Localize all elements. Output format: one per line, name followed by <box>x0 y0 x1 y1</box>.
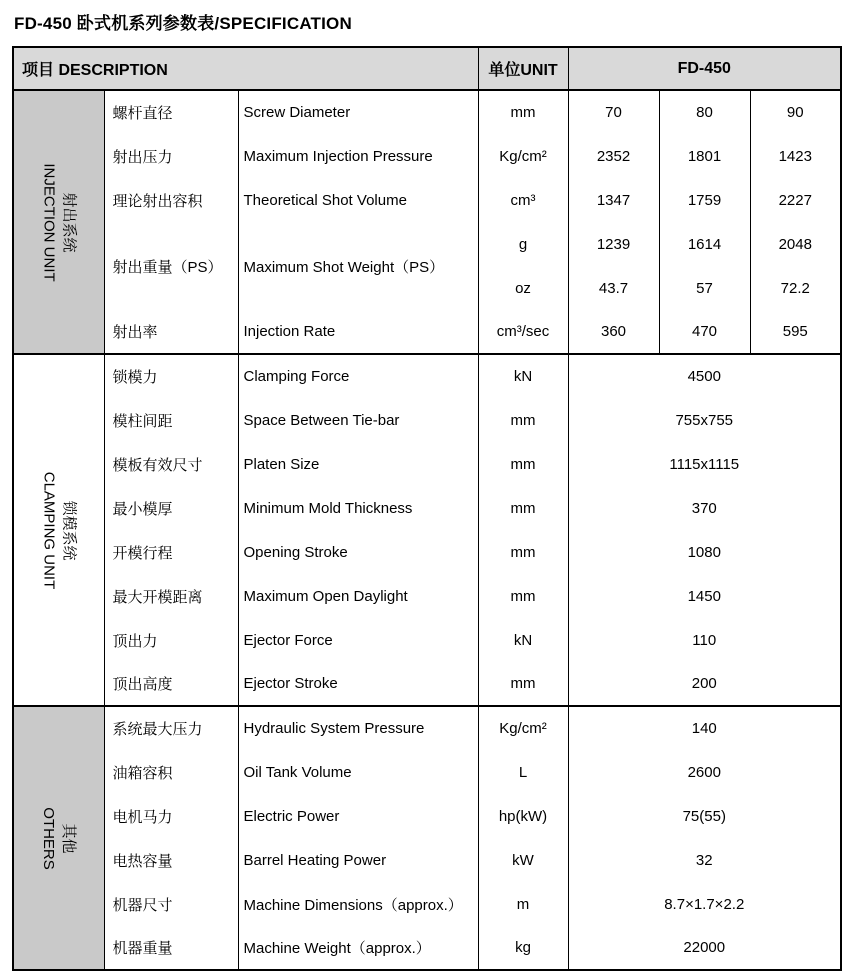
param-name-en: Injection Rate <box>238 310 478 354</box>
vertical-label-wrap <box>14 355 104 705</box>
param-value-80: 1801 <box>659 134 750 178</box>
param-name-cn: 机器重量 <box>104 926 238 970</box>
param-name-en: Opening Stroke <box>238 530 478 574</box>
param-value-70: 360 <box>568 310 659 354</box>
param-name-cn: 最小模厚 <box>104 486 238 530</box>
param-name-en: Ejector Stroke <box>238 662 478 706</box>
header-description: 项目 DESCRIPTION <box>13 47 478 90</box>
param-name-en: Barrel Heating Power <box>238 838 478 882</box>
param-unit: oz <box>478 266 568 310</box>
vertical-label-text <box>39 471 78 589</box>
spec-row <box>13 574 841 618</box>
param-value-70: 70 <box>568 90 659 134</box>
specification-table <box>12 46 842 971</box>
section-name-cn: 锁模系统 <box>60 499 78 561</box>
section-label-injection-unit <box>13 90 104 354</box>
param-value: 2600 <box>568 750 841 794</box>
param-name-cn: 射出重量（PS） <box>104 222 238 310</box>
param-name-cn: 模柱间距 <box>104 398 238 442</box>
param-unit: cm³/sec <box>478 310 568 354</box>
spec-row <box>13 706 841 750</box>
param-name-cn: 理论射出容积 <box>104 178 238 222</box>
param-name-en: Machine Weight（approx.） <box>238 926 478 970</box>
param-name-cn: 系统最大压力 <box>104 706 238 750</box>
param-name-en: Machine Dimensions（approx.） <box>238 882 478 926</box>
section-label-others <box>13 706 104 970</box>
spec-row <box>13 662 841 706</box>
param-value: 1450 <box>568 574 841 618</box>
vertical-label-wrap <box>14 91 104 353</box>
spec-row <box>13 134 841 178</box>
param-value-90: 2227 <box>750 178 841 222</box>
param-name-cn: 最大开模距离 <box>104 574 238 618</box>
param-name-en: Hydraulic System Pressure <box>238 706 478 750</box>
spec-row <box>13 530 841 574</box>
page-title: FD-450 卧式机系列参数表/SPECIFICATION <box>14 14 352 33</box>
param-value-80: 57 <box>659 266 750 310</box>
param-value: 32 <box>568 838 841 882</box>
spec-row <box>13 926 841 970</box>
param-unit: L <box>478 750 568 794</box>
section-name-cn: 其他 <box>60 822 78 854</box>
param-name-en: Oil Tank Volume <box>238 750 478 794</box>
param-unit: kg <box>478 926 568 970</box>
section-name-cn: 射出系统 <box>60 191 78 252</box>
param-name-en: Maximum Open Daylight <box>238 574 478 618</box>
param-unit: mm <box>478 486 568 530</box>
spec-row <box>13 442 841 486</box>
spec-row <box>13 398 841 442</box>
spec-row <box>13 618 841 662</box>
param-value: 140 <box>568 706 841 750</box>
param-value: 4500 <box>568 354 841 398</box>
param-unit: m <box>478 882 568 926</box>
param-value: 755x755 <box>568 398 841 442</box>
spec-row <box>13 90 841 134</box>
spec-row <box>13 838 841 882</box>
spec-row <box>13 486 841 530</box>
param-unit: cm³ <box>478 178 568 222</box>
param-name-en: Ejector Force <box>238 618 478 662</box>
vertical-label-text <box>39 807 78 870</box>
vertical-label-wrap <box>14 707 104 969</box>
spec-row <box>13 794 841 838</box>
param-value: 75(55) <box>568 794 841 838</box>
param-name-cn: 锁模力 <box>104 354 238 398</box>
param-unit: mm <box>478 442 568 486</box>
param-name-cn: 机器尺寸 <box>104 882 238 926</box>
param-name-en: Platen Size <box>238 442 478 486</box>
param-value-80: 80 <box>659 90 750 134</box>
param-name-en: Space Between Tie-bar <box>238 398 478 442</box>
spec-row <box>13 222 841 266</box>
param-value: 1080 <box>568 530 841 574</box>
param-value: 1115x1115 <box>568 442 841 486</box>
spec-row <box>13 178 841 222</box>
table-header-row <box>13 47 841 90</box>
param-unit: mm <box>478 574 568 618</box>
param-value-70: 1347 <box>568 178 659 222</box>
param-name-cn: 电热容量 <box>104 838 238 882</box>
spec-row <box>13 310 841 354</box>
param-unit: mm <box>478 398 568 442</box>
param-value: 370 <box>568 486 841 530</box>
param-unit: g <box>478 222 568 266</box>
param-value-90: 1423 <box>750 134 841 178</box>
param-unit: mm <box>478 530 568 574</box>
param-name-cn: 油箱容积 <box>104 750 238 794</box>
param-value-70: 2352 <box>568 134 659 178</box>
param-name-cn: 开模行程 <box>104 530 238 574</box>
section-label-clamping-unit <box>13 354 104 706</box>
param-name-en: Screw Diameter <box>238 90 478 134</box>
param-name-cn: 顶出高度 <box>104 662 238 706</box>
param-value-90: 72.2 <box>750 266 841 310</box>
param-value: 200 <box>568 662 841 706</box>
vertical-label-text <box>39 163 78 281</box>
spec-row <box>13 750 841 794</box>
param-unit: hp(kW) <box>478 794 568 838</box>
param-name-en: Maximum Injection Pressure <box>238 134 478 178</box>
spec-row <box>13 354 841 398</box>
param-name-en: Theoretical Shot Volume <box>238 178 478 222</box>
param-unit: Kg/cm² <box>478 134 568 178</box>
param-unit: mm <box>478 90 568 134</box>
param-name-cn: 射出压力 <box>104 134 238 178</box>
param-name-cn: 顶出力 <box>104 618 238 662</box>
section-name-en: INJECTION UNIT <box>40 162 58 282</box>
param-value: 110 <box>568 618 841 662</box>
param-unit: kN <box>478 354 568 398</box>
param-name-en: Clamping Force <box>238 354 478 398</box>
param-name-cn: 射出率 <box>104 310 238 354</box>
param-unit: kW <box>478 838 568 882</box>
header-unit: 单位UNIT <box>478 47 568 90</box>
param-unit: kN <box>478 618 568 662</box>
param-value-80: 470 <box>659 310 750 354</box>
param-unit: Kg/cm² <box>478 706 568 750</box>
param-name-en: Maximum Shot Weight（PS） <box>238 222 478 310</box>
param-value-90: 595 <box>750 310 841 354</box>
param-name-en: Minimum Mold Thickness <box>238 486 478 530</box>
param-value: 8.7×1.7×2.2 <box>568 882 841 926</box>
section-name-en: CLAMPING UNIT <box>40 471 58 589</box>
param-name-en: Electric Power <box>238 794 478 838</box>
param-name-cn: 模板有效尺寸 <box>104 442 238 486</box>
param-unit: mm <box>478 662 568 706</box>
param-value-80: 1759 <box>659 178 750 222</box>
param-value-70: 1239 <box>568 222 659 266</box>
param-value-90: 2048 <box>750 222 841 266</box>
spec-row <box>13 882 841 926</box>
header-model: FD-450 <box>568 47 841 90</box>
param-value: 22000 <box>568 926 841 970</box>
param-value-80: 1614 <box>659 222 750 266</box>
param-name-cn: 电机马力 <box>104 794 238 838</box>
param-name-cn: 螺杆直径 <box>104 90 238 134</box>
param-value-90: 90 <box>750 90 841 134</box>
section-name-en: OTHERS <box>40 806 58 870</box>
param-value-70: 43.7 <box>568 266 659 310</box>
